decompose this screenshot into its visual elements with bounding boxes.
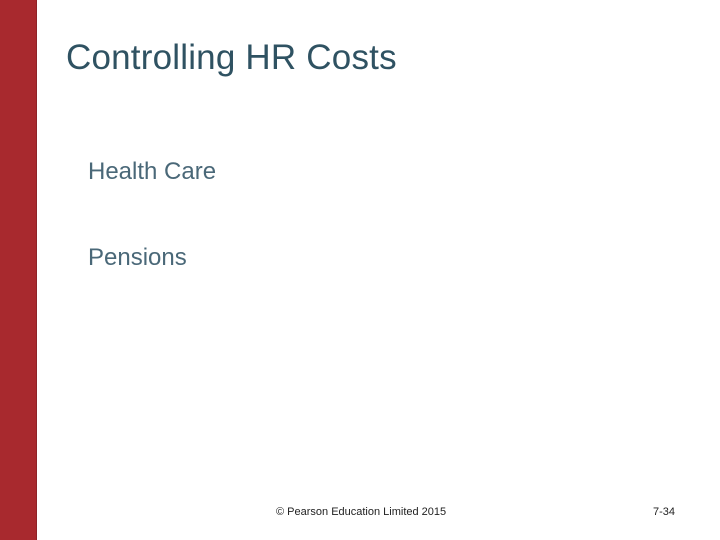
bullet-pensions: Pensions	[88, 244, 187, 271]
side-accent-bar	[0, 0, 37, 540]
footer-page-number: 7-34	[653, 506, 676, 518]
slide-title: Controlling HR Costs	[66, 38, 397, 77]
footer-copyright: © Pearson Education Limited 2015	[276, 506, 447, 518]
bullet-health-care: Health Care	[88, 158, 217, 185]
bullet-list	[88, 154, 216, 326]
